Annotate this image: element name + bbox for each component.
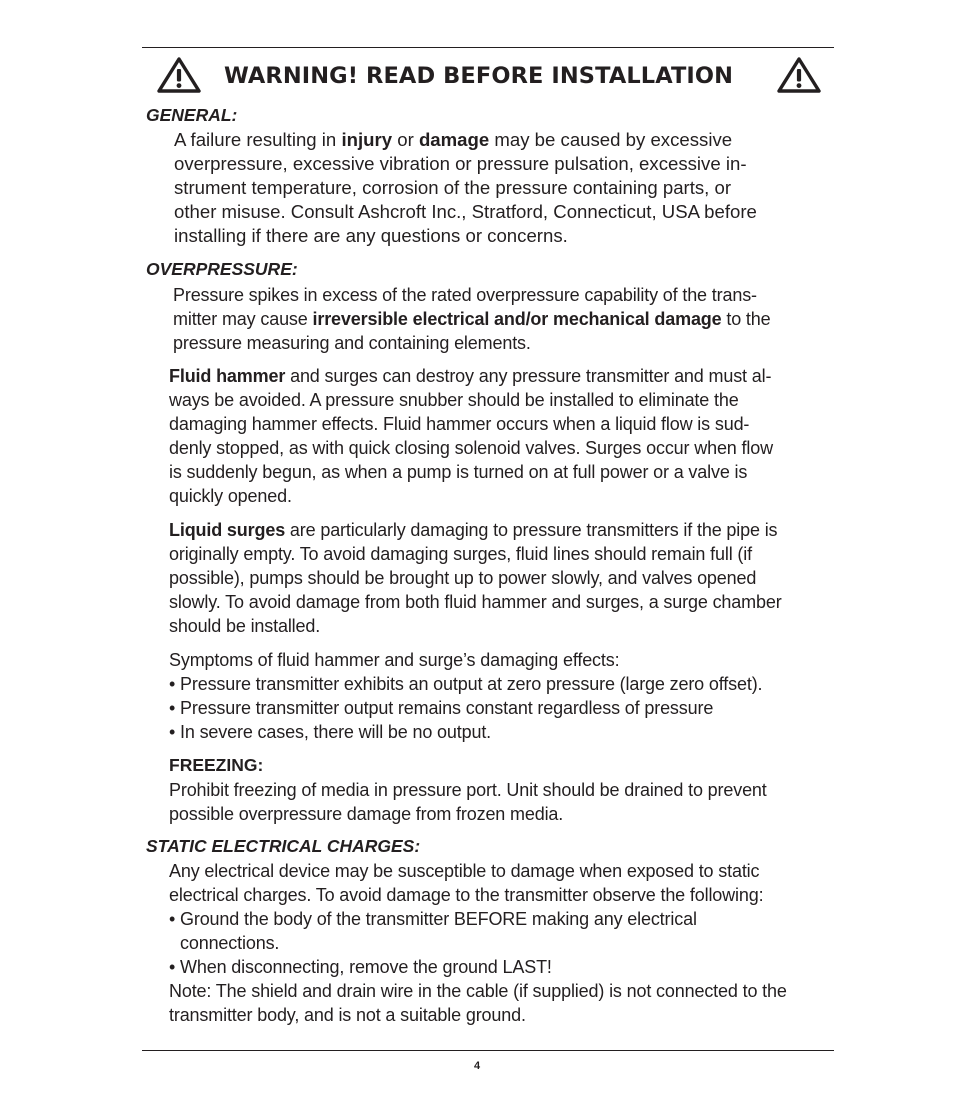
paragraph-line: overpressure, excessive vibration or pressure pulsation, excessive in- [174, 153, 747, 174]
paragraph-line: damaging hammer effects. Fluid hammer occurs when a liquid flow is sud- [169, 414, 750, 434]
freezing-paragraph [169, 778, 767, 826]
paragraph-line: possible), pumps should be brought up to power slowly, and valves opened [169, 568, 757, 588]
warning-triangle-icon [156, 56, 202, 94]
paragraph-line: Prohibit freezing of media in pressure port. Unit should be drained to prevent [169, 780, 767, 800]
paragraph-line [169, 364, 773, 388]
freezing-heading: FREEZING: [169, 755, 264, 775]
text-run: or [392, 129, 419, 150]
text-run: and surges can destroy any pressure transmitter and must al- [285, 366, 772, 386]
paragraph-line [169, 518, 782, 542]
emphasis-fluid-hammer: Fluid hammer [169, 366, 286, 386]
warning-header [156, 56, 824, 96]
bullet-continuation: connections. [180, 933, 280, 953]
text-run: may be caused by excessive [489, 129, 733, 150]
general-paragraph [174, 128, 757, 248]
bottom-divider [142, 1050, 834, 1051]
paragraph-line: quickly opened. [169, 486, 292, 506]
paragraph-line: slowly. To avoid damage from both fluid hammer and surges, a surge chamber [169, 592, 782, 612]
static-charges-paragraph [169, 859, 787, 1027]
warning-title: WARNING! READ BEFORE INSTALLATION [224, 63, 734, 89]
page-number: 4 [473, 1060, 481, 1072]
text-run: mitter may cause [173, 309, 313, 329]
paragraph-line: denly stopped, as with quick closing solenoid valves. Surges occur when flow [169, 438, 773, 458]
emphasis-liquid-surges: Liquid surges [169, 520, 286, 540]
paragraph-line: ways be avoided. A pressure snubber should be installed to eliminate the [169, 390, 739, 410]
paragraph-line: originally empty. To avoid damaging surges, fluid lines should remain full (if [169, 544, 752, 564]
paragraph-line: electrical charges. To avoid damage to the transmitter observe the following: [169, 885, 764, 905]
paragraph-line: strument temperature, corrosion of the pressure containing parts, or [174, 177, 732, 198]
text-run: are particularly damaging to pressure transmitters if the pipe is [285, 520, 778, 540]
bullet-item: • Pressure transmitter output remains constant regardless of pressure [169, 698, 714, 718]
fluid-hammer-paragraph [169, 364, 773, 508]
paragraph-line [173, 307, 771, 331]
bullet-item: • Ground the body of the transmitter BEFORE making any electrical [169, 909, 697, 929]
paragraph-line: Symptoms of fluid hammer and surge’s damaging effects: [169, 650, 620, 670]
paragraph-line: other misuse. Consult Ashcroft Inc., Stratford, Connecticut, USA before [174, 201, 757, 222]
general-heading: GENERAL: [146, 105, 238, 125]
paragraph-line: is suddenly begun, as when a pump is turned on at full power or a valve is [169, 462, 748, 482]
paragraph-line: should be installed. [169, 616, 321, 636]
paragraph-line: Note: The shield and drain wire in the cable (if supplied) is not connected to the [169, 981, 787, 1001]
paragraph-line: pressure measuring and containing elements. [173, 333, 531, 353]
overpressure-intro-paragraph [173, 283, 771, 355]
symptoms-paragraph [169, 648, 762, 744]
top-divider [142, 47, 834, 48]
emphasis-injury: injury [341, 129, 393, 150]
bullet-item: • Pressure transmitter exhibits an output at zero pressure (large zero offset). [169, 674, 763, 694]
paragraph-line: transmitter body, and is not a suitable ground. [169, 1005, 526, 1025]
warning-triangle-icon [776, 56, 822, 94]
paragraph-line [174, 128, 757, 152]
static-charges-heading: STATIC ELECTRICAL CHARGES: [146, 836, 421, 856]
liquid-surges-paragraph [169, 518, 782, 638]
paragraph-line: possible overpressure damage from frozen media. [169, 804, 564, 824]
overpressure-heading: OVERPRESSURE: [146, 259, 298, 279]
emphasis-damage: damage [418, 129, 490, 150]
paragraph-line: Pressure spikes in excess of the rated overpressure capability of the trans- [173, 285, 757, 305]
bullet-item: • When disconnecting, remove the ground LAST! [169, 957, 552, 977]
bullet-item: • In severe cases, there will be no output. [169, 722, 492, 742]
emphasis-irreversible-damage: irreversible electrical and/or mechanical damage [312, 309, 722, 329]
text-run: A failure resulting in [174, 129, 342, 150]
paragraph-line: Any electrical device may be susceptible to damage when exposed to static [169, 861, 760, 881]
paragraph-line: installing if there are any questions or concerns. [174, 225, 568, 246]
text-run: to the [721, 309, 771, 329]
